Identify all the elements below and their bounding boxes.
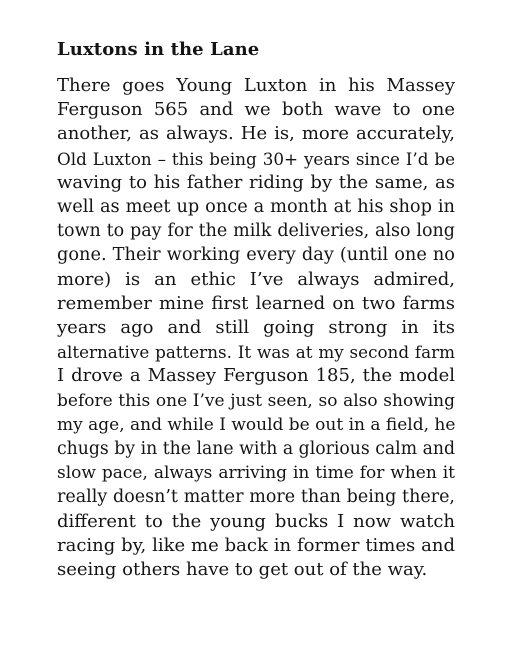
body-line: another, as always. He is, more accurately, <box>57 123 455 145</box>
body-line: alternative patterns. It was at my second farm <box>57 342 455 363</box>
body-line: Ferguson 565 and we both wave to one <box>57 99 455 121</box>
body-line: gone. Their working every day (until one no <box>57 245 455 266</box>
document-body <box>57 74 455 582</box>
body-line: There goes Young Luxton in his Massey <box>57 75 455 96</box>
body-line: racing by, like me back in former times and <box>57 534 455 556</box>
body-line: before this one I’ve just seen, so also showing <box>57 390 455 411</box>
document-title: Luxtons in the Lane <box>57 39 260 60</box>
body-line: seeing others have to get out of the way. <box>57 559 428 581</box>
body-line: waving to his father riding by the same, as <box>57 171 455 193</box>
body-line: slow pace, always arriving in time for when it <box>57 463 455 484</box>
body-line: different to the young bucks I now watch <box>57 510 455 532</box>
body-line: well as meet up once a month at his shop in <box>57 197 455 218</box>
body-line: really doesn’t matter more than being there, <box>57 487 455 508</box>
body-line: I drove a Massey Ferguson 185, the model <box>57 365 455 387</box>
body-line: more) is an ethic I’ve always admired, <box>57 268 455 290</box>
document-page <box>57 38 455 582</box>
body-line: Old Luxton – this being 30+ years since I’d be <box>57 148 455 169</box>
body-line: chugs by in the lane with a glorious calm and <box>57 439 455 460</box>
body-line: years ago and still going strong in its <box>57 317 455 339</box>
body-line: remember mine first learned on two farms <box>57 292 455 314</box>
body-line: town to pay for the milk deliveries, also long <box>57 221 455 242</box>
body-line: my age, and while I would be out in a field, he <box>57 414 456 435</box>
